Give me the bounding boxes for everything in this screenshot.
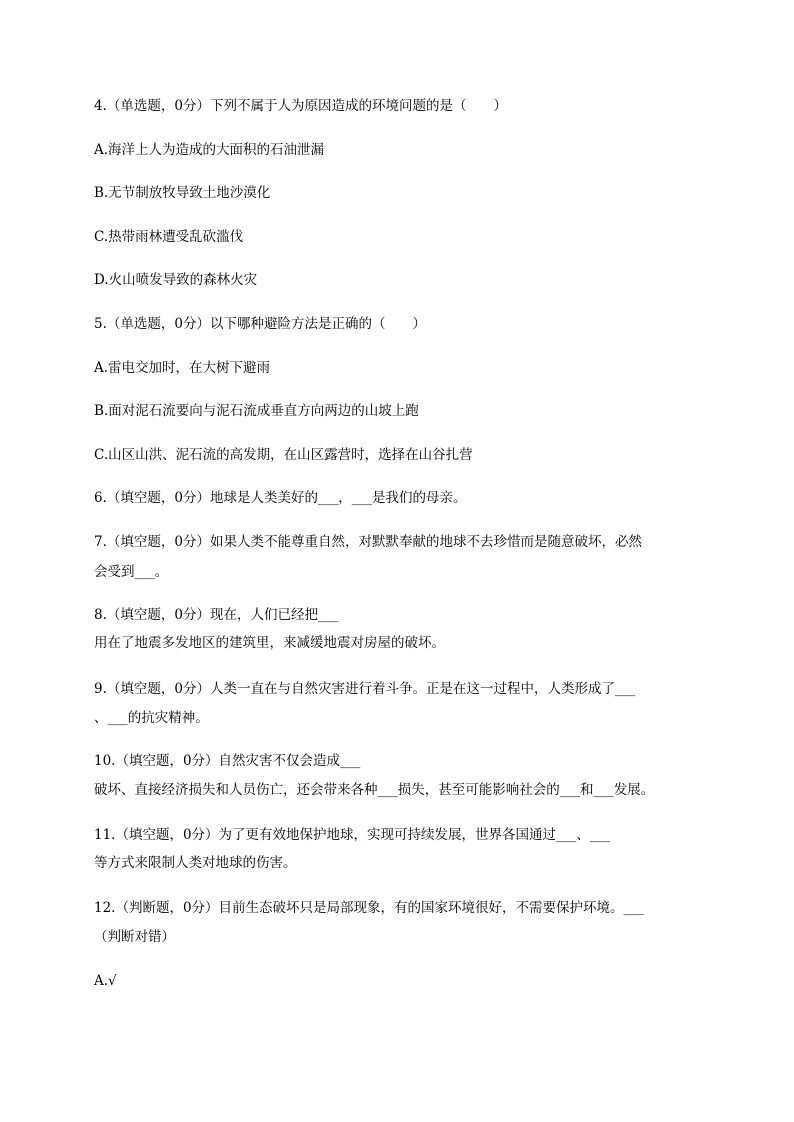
question-5-option-b: B.面对泥石流要向与泥石流成垂直方向两边的山坡上跑	[94, 403, 419, 419]
question-8-stem-continued: 用在了地震多发地区的建筑里，来减缓地震对房屋的破坏。	[94, 635, 445, 651]
question-10-stem-continued: 破坏、直接经济损失和人员伤亡，还会带来各种___损失，甚至可能影响社会的___和___发展。	[94, 782, 655, 798]
question-4-option-c: C.热带雨林遭受乱砍滥伐	[94, 229, 244, 245]
question-4-stem: 4.（单选题，0分）下列不属于人为原因造成的环境问题的是（ ）	[94, 98, 507, 114]
question-4-option-a: A.海洋上人为造成的大面积的石油泄漏	[94, 142, 325, 158]
question-4-option-d: D.火山喷发导致的森林火灾	[94, 272, 258, 288]
question-5-option-c: C.山区山洪、泥石流的高发期，在山区露营时，选择在山谷扎营	[94, 447, 473, 463]
question-4-option-b: B.无节制放牧导致土地沙漠化	[94, 185, 271, 201]
question-12-stem: 12.（判断题，0分）目前生态破坏只是局部现象，有的国家环境很好，不需要保护环境。___	[94, 900, 644, 916]
question-10-stem: 10.（填空题，0分）自然灾害不仅会造成___	[94, 753, 361, 769]
question-6-stem: 6.（填空题，0分）地球是人类美好的___，___是我们的母亲。	[94, 490, 467, 506]
question-9-stem-continued: 、___的抗灾精神。	[94, 710, 209, 726]
question-11-stem-continued: 等方式来限制人类对地球的伤害。	[94, 855, 297, 871]
question-7-stem-continued: 会受到___。	[94, 564, 169, 580]
question-8-stem: 8.（填空题，0分）现在，人们已经把___	[94, 607, 339, 623]
question-5-option-a: A.雷电交加时，在大树下避雨	[94, 360, 271, 376]
question-9-stem: 9.（填空题，0分）人类一直在与自然灾害进行着斗争。正是在这一过程中，人类形成了___	[94, 681, 636, 697]
question-11-stem: 11.（填空题，0分）为了更有效地保护地球，实现可持续发展，世界各国通过___、___	[94, 827, 611, 843]
question-7-stem: 7.（填空题，0分）如果人类不能尊重自然，对默默奉献的地球不去珍惜而是随意破坏，必然	[94, 534, 642, 550]
question-12-stem-continued: （判断对错）	[94, 929, 175, 945]
question-12-option-a: A.√	[94, 973, 117, 989]
question-5-stem: 5.（单选题，0分）以下哪种避险方法是正确的（ ）	[94, 316, 426, 332]
